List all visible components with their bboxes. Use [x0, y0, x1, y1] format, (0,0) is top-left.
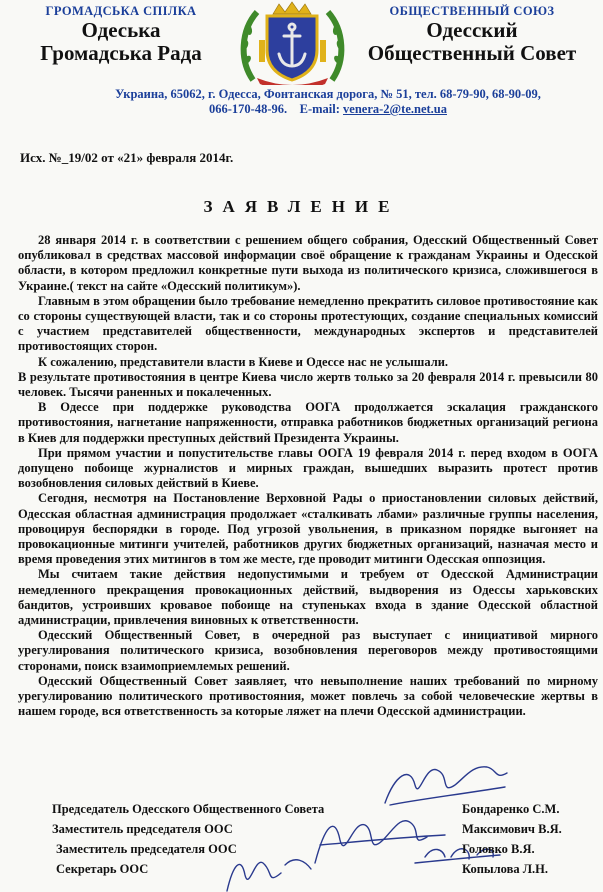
signatory-title: Заместитель председателя ООС [56, 842, 237, 856]
paragraph: В Одессе при поддержке руководства ООГА продолжается эскалация гражданского противостояния, нагнетание напряженности, отправка работников бюджетных организаций региона в Киев для поддержки преступных действий Президента Украины. [18, 400, 598, 445]
address-line2 [60, 102, 596, 117]
coat-of-arms-icon [235, 0, 350, 85]
paragraph: Одесский Общественный Совет заявляет, что невыполнение наших требований по мирному урегулированию политического противостояния, может повлечь за собой человеческие жертвы в нашем городе, вся ответственность за которые ляжет на плечи Одесской администрации. [18, 673, 598, 719]
header-left [6, 4, 236, 65]
signatory-title: Председатель Одесского Общественного Совета [52, 802, 325, 816]
signatory-name: Копылова Л.Н. [462, 862, 549, 876]
signatory-names [462, 799, 562, 879]
right-org-label: ОБЩЕСТВЕННЫЙ СОЮЗ [389, 4, 555, 18]
email-link[interactable]: venera-2@te.net.ua [343, 102, 447, 116]
paragraph: Одесский Общественный Совет, в очередной раз выступает с инициативой мирного урегулирования политического кризиса, возобновления переговоров между противостоящими сторонами, поиск взаимоприемлемых решений. [18, 628, 598, 673]
signatory-name: Максимович В.Я. [462, 822, 562, 836]
outgoing-reference: Исх. №_19/02 от «21» февраля 2014г. [20, 150, 234, 165]
paragraph: Сегодня, несмотря на Постановление Верховной Рады о приостановлении силовых действий, Одесская областная администрация продолжает «сталкивать лбами» различные группы населения, провоцируя беспорядки в городе. Под угрозой увольнения, в приказном порядке выгоняет на провокационные митинги учителей, работников других бюджетных организаций, назначая место и время проведения этих митингов в том же месте, где проводит митинги Одесская оппозиция. [18, 491, 598, 567]
address-line2-prefix: 066-170-48-96. E-mail: [209, 102, 344, 116]
right-org-name-line2: Общественный Совет [367, 41, 577, 65]
left-org-name-line1: Одеська [81, 18, 161, 42]
address-block [60, 87, 596, 117]
statement-body [18, 233, 598, 720]
signatory-title: Секретарь ООС [56, 862, 149, 876]
signatory-title: Заместитель председателя ООС [52, 822, 233, 836]
address-line1: Украина, 65062, г. Одесса, Фонтанская дорога, № 51, тел. 68-79-90, 68-90-09, [115, 87, 541, 101]
paragraph: Главным в этом обращении было требование немедленно прекратить силовое противостояние как со стороны существующей власти, так и со стороны протестующих, создание специальных комиссий с участием представителей общественности, международных экспертов и представителей противостоящих сторон. [18, 293, 598, 354]
signatory-titles [52, 799, 324, 879]
left-org-name-line2: Громадська Рада [40, 41, 202, 65]
paragraph: Мы считаем такие действия недопустимыми и требуем от Одесской Администрации немедленного прекращения провокационных действий, выдворения из Одессы харьковских бандитов, устроивших кровавое побоище на ступеньках входа в здание Одесской областной администрации, привлечения виновных к ответственности. [18, 567, 598, 628]
document-title: ЗАЯВЛЕНИЕ [203, 197, 400, 216]
paragraph: К сожалению, представители власти в Киеве и Одессе нас не услышали. [38, 354, 449, 369]
paragraph: 28 января 2014 г. в соответствии с решением общего собрания, Одесский Общественный Совет опубликовал в средствах массовой информации своё обращение к гражданам Украины и Одесской области, в котором предложил конкретные пути выхода из политического кризиса, сложившегося в Украине.( текст на сайте «Одесский политикум»). [18, 233, 598, 293]
right-org-name-line1: Одесский [426, 18, 518, 42]
paragraph: При прямом участии и попустительстве главы ООГА 19 февраля 2014 г. перед входом в ООГА допущено побоище журналистов и мирных граждан, вышедших выразить протест против возобновления силовых действий в Киеве. [18, 445, 598, 491]
left-org-label: ГРОМАДСЬКА СПІЛКА [45, 4, 197, 18]
signatory-name: Бондаренко С.М. [462, 802, 560, 816]
header-right [352, 4, 592, 65]
paragraph: В результате противостояния в центре Киева число жертв только за 20 февраля 2014 г. превысили 80 человек. Тысячи раненных и покалеченных. [18, 369, 598, 400]
signatory-name: Головко В.Я. [462, 842, 535, 856]
